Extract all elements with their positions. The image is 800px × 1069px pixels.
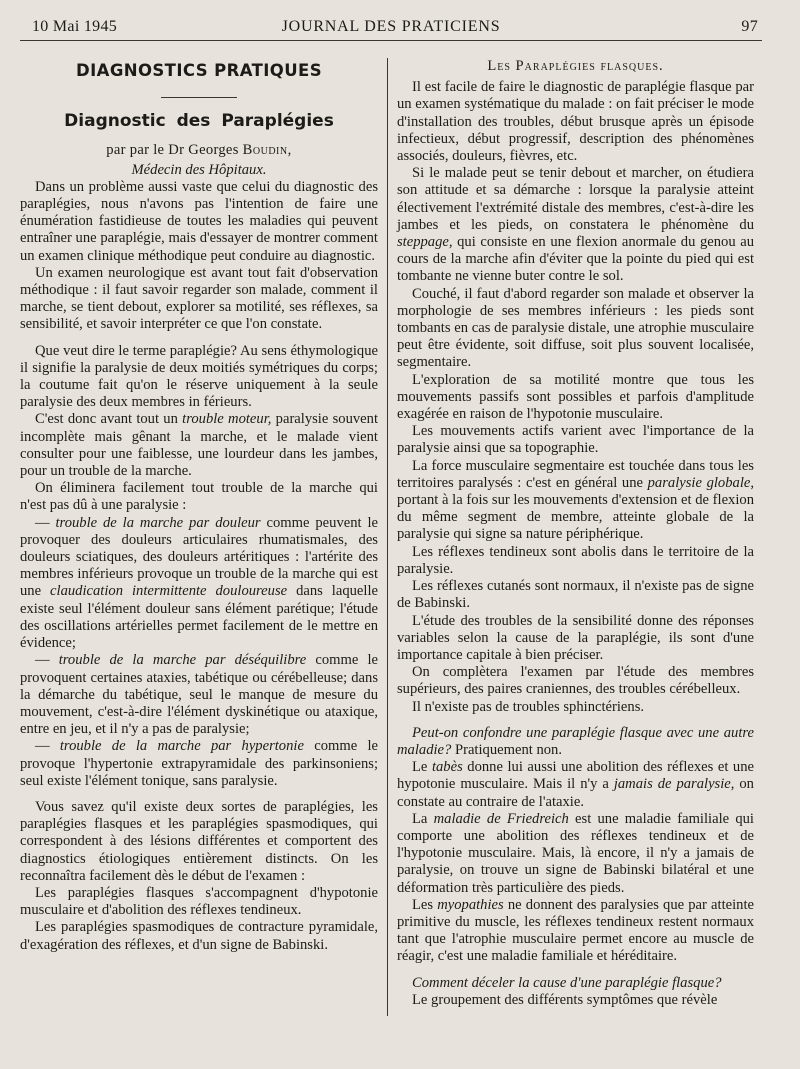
text-run: donne lui aussi une abolition des réflexes et une hypotonie musculaire. Mais il n'y a [397,759,754,793]
paragraph [20,738,378,790]
text-run: — [35,514,56,531]
paragraph: Les réflexes tendineux sont abolis dans le territoire de la paralysie. [397,543,754,577]
paragraph: Il est facile de faire le diagnostic de paraplégie flasque par un examen systématique du malade : on fait préciser le mode d'installation des troubles, début brusque après un épisode infectieux, début progressif, description des phénomènes associés, douleurs, fièvres, etc. [397,79,754,165]
paragraph [20,411,378,480]
text-run: qui consiste en une flexion anormale du genou au cours de la marche afin d'éviter que la pointe du pied qui est tombante ne vienne buter contre le sol. [397,234,754,285]
paragraph [20,652,378,738]
text-run: La [412,810,434,827]
text-run: Si le malade peut se tenir debout et marcher, on étudiera son attitude et sa démarche : lorsque la paralysie atteint électivement l'extrémité distale des membres, c'est-à-dire les jambes et les pieds, on constatera le phénomène du [397,165,754,233]
text-run: est une maladie familiale qui comporte une abolition des réflexes tendineux et de l'hypotonie musculaire. Mais, là encore, il n'y a jamais de paralysie, on trouve un signe de Babinski bilatéral et une déformation très particulière des pieds. [397,810,754,896]
paragraph [397,975,754,992]
text-run: on constate au contraire de l'ataxie. [397,776,754,810]
text-run: portant à la fois sur les mouvements d'extension et de flexion du même segment de membre, atteinte globale de la paralysie qui signe sa nature périphérique. [397,492,754,543]
author-role: Médecin des Hôpitaux. [131,161,267,178]
author-name: Boudin, [242,142,292,159]
paragraph: L'exploration de sa motilité montre que tous les mouvements passifs sont possibles et parfois d'amplitude exagérée en raison de l'hypotonie musculaire. [397,371,754,423]
journal-title: JOURNAL DES PRATICIENS [281,18,501,35]
header-rule [20,40,762,41]
byline-text: par par le Dr Georges [106,142,243,159]
paragraph: Les réflexes cutanés sont normaux, il n'existe pas de signe de Babinski. [397,578,754,612]
emphasis: myopathies [437,896,504,913]
text-run: La force musculaire segmentaire est touchée dans tous les territoires paralysés : c'est en général une [397,457,754,491]
paragraph: Les mouvements actifs varient avec l'importance de la paralysie ainsi que sa topographie. [397,423,754,457]
paragraph: Vous savez qu'il existe deux sortes de paraplégies, les paraplégies flasques et les paraplégies spasmodiques, qui correspondent à des lésions différentes et comportent des diagnostics étiologiques entièrement distincts. On les reconnaîtra facilement dès le début de l'examen : [20,798,378,884]
text-run: Le [412,759,432,776]
paragraph: On éliminera facilement tout trouble de la marche qui n'est pas dû à une paralysie : [20,480,378,514]
emphasis: paralysie globale, [647,474,754,491]
paragraph [397,811,754,897]
paragraph [397,725,754,759]
title-rule [161,97,237,98]
text-run: C'est donc avant tout un [35,411,183,428]
emphasis: trouble de la marche par douleur [55,514,261,531]
paragraph [397,897,754,966]
running-header [20,14,762,40]
left-column [20,58,378,954]
text-run: comme le provoquent certaines ataxies, tabétique ou cérébelleuse; dans la démarche du tabétique, seul le manque de mesure du mouvement, c'est-à-dire l'élément dyskinétique ou ataxique, entre en jeu, et il n'y a pas de paralysie; [20,652,378,738]
paragraph: Les paraplégies flasques s'accompagnent d'hypotonie musculaire et d'abolition des réflexes tendineux. [20,884,378,919]
emphasis: jamais de paralysie, [613,776,735,793]
emphasis: trouble de la marche par hypertonie [59,738,304,755]
paragraph: On complètera l'examen par l'étude des membres supérieurs, des paires craniennes, des troubles cérébelleux. [397,664,754,698]
text-run: comme le provoque l'hypertonie extrapyramidale des parkinsoniens; seul existe l'élément tonique, sans paralysie. [20,738,378,789]
emphasis: tabès [431,759,463,776]
emphasis: Peut-on confondre une paraplégie flasque avec une autre maladie? [397,724,754,758]
paragraph: L'étude des troubles de la sensibilité donne des réponses variables selon la cause de la paraplégie, ils sont d'une importance capitale à bien préciser. [397,612,754,663]
right-column [397,58,754,1009]
column-rule [387,58,388,1016]
text-run: dans laquelle existe seul l'élément douleur sans élément parétique; l'étude des oscillations artérielles permet facilement de le mettre en évidence; [20,583,378,652]
emphasis: Comment déceler la cause d'une paraplégie flasque? [412,974,722,991]
paragraph [397,759,754,811]
paragraph: Un examen neurologique est avant tout fait d'observation méthodique : il faut savoir regarder son malade, comment il marche, se tient debout, explorer sa motilité, ses réflexes, sa sensibilité, et savoir interpréter ce que l'on constate. [20,264,378,333]
paragraph [397,165,754,285]
text-run: paralysie souvent incomplète mais gênant la marche, et le malade vient consulter pour une faiblesse, une lourdeur dans les jambes, pour un trouble de la marche. [20,411,378,480]
paragraph [20,515,378,653]
text-run: — [35,738,60,755]
emphasis: claudication intermittente douloureuse [50,583,288,600]
paragraph: Le groupement des différents symptômes que révèle [412,991,718,1008]
page-number: 97 [741,18,758,35]
paragraph: Que veut dire le terme paraplégie? Au sens éthymologique il signifie la paralysie de deux moitiés symétriques du corps; la coutume fait qu'on le réserve uniquement à la seule paralysie des deux membres in férieurs. [20,342,378,411]
emphasis: steppage, [397,234,453,251]
text-run: Les [412,896,438,913]
paragraph: Couché, il faut d'abord regarder son malade et observer la morphologie de ses membres inférieurs : les pieds sont tombants en cas de paralysie distale, une atrophie musculaire peut être évidente, soit diffuse, soit plus souvent localisée, segmentaire. [397,285,754,371]
emphasis: trouble moteur, [182,411,272,428]
paragraph: Il n'existe pas de troubles sphinctériens. [412,698,645,715]
byline [20,142,378,159]
article-title: Diagnostic des Paraplégies [64,111,334,132]
section-title: DIAGNOSTICS PRATIQUES [76,61,322,80]
subsection-heading: Les Paraplégies flasques. [487,58,664,74]
text-run: ne donnent des paralysies que par atteinte primitive du muscle, les réflexes tendineux restent normaux tant que l'atrophie musculaire permet encore au muscle de réagir, c'est une maladie familiale et héréditaire. [397,896,754,965]
text-run: Pratiquement non. [451,741,562,758]
issue-date: 10 Mai 1945 [32,18,118,35]
text-run: — [35,652,59,669]
paragraph: Dans un problème aussi vaste que celui du diagnostic des paraplégies, nous n'avons pas l'intention de faire une énumération fastidieuse de toutes les maladies qui peuvent entraîner une paraplégie, mais d'essayer de montrer comment un examen clinique méthodique peut conduire au diagnostic. [20,178,378,264]
paragraph: Les paraplégies spasmodiques de contracture pyramidale, d'exagération des réflexes, et d'un signe de Babinski. [20,919,378,953]
emphasis: maladie de Friedreich [433,810,569,827]
text-run: comme peuvent le provoquer des douleurs articulaires rhumatismales, des douleurs sciatiques, des douleurs artéritiques : l'artérite des membres inférieurs provoque un trouble de la marche qui est une [20,514,378,600]
paragraph [397,458,754,544]
emphasis: trouble de la marche par déséquilibre [58,652,307,669]
